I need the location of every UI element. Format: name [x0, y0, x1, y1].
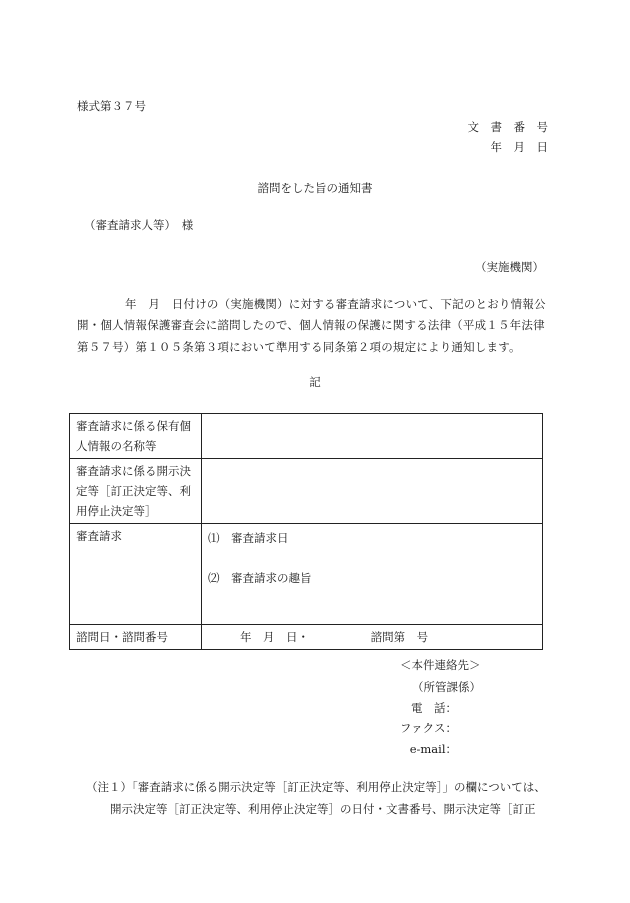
table-label-cell — [70, 414, 202, 459]
row4-label: 諮問日・諮問番号 — [76, 630, 168, 644]
table-value-cell — [202, 625, 543, 650]
consultation-number: 諮問第 号 — [370, 630, 429, 644]
issuing-institution: （実施機関） — [475, 260, 544, 274]
row2-label: 定等［訂正決定等、利 — [76, 484, 191, 498]
table-row — [70, 459, 543, 524]
body-line: 年 月 日付けの（実施機関）に対する審査請求について、下記のとおり情報公 — [125, 297, 546, 311]
ki-heading: 記 — [309, 375, 321, 389]
table-value-cell — [202, 414, 543, 459]
consultation-date: 年 月 日・ — [240, 630, 309, 644]
body-line: 第５７号）第１０５条第３項において準用する同条第２項の規定により通知します。 — [77, 340, 521, 354]
contact-header: ＜本件連絡先＞ — [400, 658, 481, 672]
table-value-cell — [202, 524, 543, 625]
request-details-table — [69, 413, 543, 650]
table-row — [70, 524, 543, 625]
form-number: 様式第３７号 — [77, 99, 146, 113]
document-title: 諮問をした旨の通知書 — [257, 181, 373, 195]
table-value-cell — [202, 459, 543, 524]
addressee: （審査請求人等） 様 — [84, 218, 194, 232]
document-number-label: 文 書 番 号 — [467, 120, 548, 134]
body-line: 開・個人情報保護審査会に諮問したので、個人情報の保護に関する法律（平成１５年法律 — [77, 318, 545, 332]
note-line: （注１）「審査請求に係る開示決定等［訂正決定等、利用停止決定等］」の欄については、 — [86, 780, 546, 794]
row2-label: 審査請求に係る開示決 — [76, 464, 191, 478]
table-row — [70, 414, 543, 459]
table-label-cell — [70, 459, 202, 524]
contact-phone-label: 電 話： — [411, 701, 457, 715]
note-line: 開示決定等［訂正決定等、利用停止決定等］の日付・文書番号、開示決定等［訂正 — [110, 802, 536, 816]
date-label: 年 月 日 — [490, 140, 548, 154]
row1-label: 人情報の名称等 — [76, 439, 157, 453]
row2-label: 用停止決定等］ — [76, 504, 157, 518]
request-date-item: ⑴ 審査請求日 — [208, 531, 289, 545]
contact-fax-label: ファクス： — [399, 721, 457, 735]
table-row — [70, 625, 543, 650]
contact-email-label: e-mail： — [409, 742, 457, 756]
row1-label: 審査請求に係る保有個 — [76, 419, 191, 433]
request-purpose-item: ⑵ 審査請求の趣旨 — [208, 571, 312, 585]
contact-department: （所管課係） — [412, 680, 481, 694]
table-label-cell — [70, 524, 202, 625]
row3-label: 審査請求 — [76, 529, 122, 543]
table-label-cell — [70, 625, 202, 650]
